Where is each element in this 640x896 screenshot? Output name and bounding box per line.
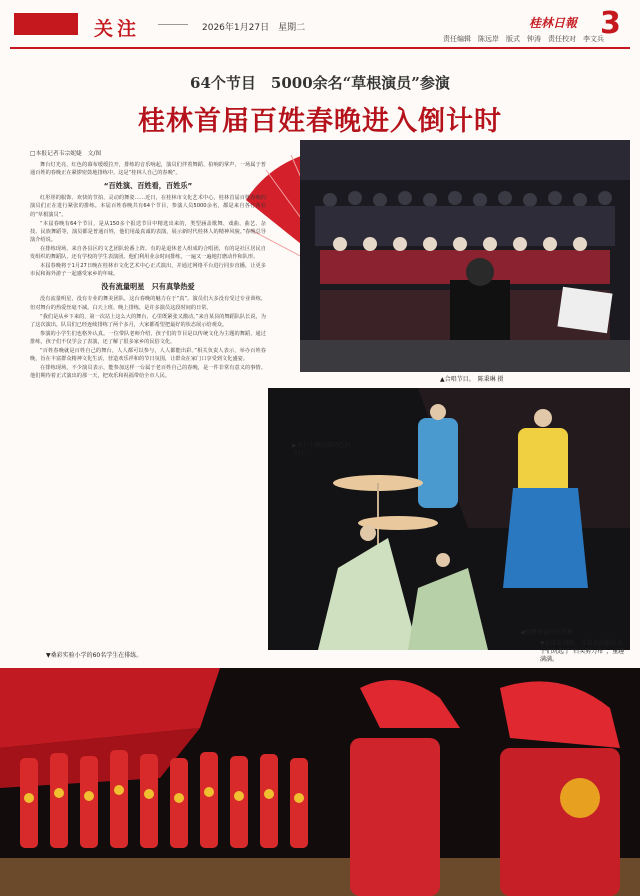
article-paragraph: 在排练现场，不少演员表示，能参加这样一台属于老百姓自己的春晚，是一件非常有意义的事情。他们期待着正式演出的那一天，把欢乐和祝福带给全市人民。 (30, 365, 266, 380)
newspaper-logo: 桂林日報 (529, 16, 578, 30)
issue-date: 2026年1月27日 星期二 (202, 23, 306, 33)
article-paragraph: “本届春晚有64个节目，是从150多个报送节目中精选出来的，类型涵盖歌舞、戏曲、曲艺、杂技、民族舞蹈等，演员都是普通百姓，他们用最真诚的表演，展示新时代桂林人的精神风貌。”春晚总导演介绍说。 (30, 220, 266, 243)
photo-caption: ▼桑彩实验小学的60名学生在排练。 (46, 652, 143, 659)
photo-caption: ◀桐娜多姿的中国舞。 (520, 629, 579, 636)
article-paragraph: 本届春晚将于1月27日晚在桂林市文化艺术中心正式演出，并通过网络平台进行同步直播，让更多市民和海外游子一起感受家乡的年味。 (30, 263, 266, 278)
article-paragraph: “百姓春晚就是百姓自己的舞台，人人都可以参与，人人都能出彩。”相关负责人表示，举办百姓春晚，旨在丰富群众精神文化生活，营造欢乐祥和的节日氛围，让群众在家门口享受到文化盛宴。 (30, 347, 266, 363)
masthead (0, 0, 640, 46)
article-paragraph: 在排练现场，来自各县区的文艺团队轮番上阵。有的是退休老人组成的合唱团，有的是社区居民自发组织的舞蹈队，还有学校的学生表演团。他们利用业余时间排练，一遍又一遍地打磨动作和队形。 (30, 245, 266, 261)
article-byline: □本报记者韦宗妮婕 文/图 (30, 151, 102, 157)
section-color-block (14, 13, 78, 35)
photo-caption: ▶具有少数民族特色的节目。 (292, 442, 351, 457)
masthead-divider (158, 24, 188, 25)
photo-caption: ▼在排练间隙，身着表演服的孩子们玩起了“石头剪刀布”，童趣满满。 (540, 640, 625, 663)
section-title: 关注 (94, 18, 141, 40)
editor-credits: 责任编辑 陈远岸 版式 钟涛 责任校对 李文兵 (443, 35, 604, 43)
children-rehearsal-photo (0, 668, 640, 896)
choir-photo (300, 140, 630, 372)
article-body (30, 150, 266, 381)
article-intro: 舞台灯光亮、红色的幕布缓缓拉开，排练的音乐响起，演员们伴着舞蹈、拍响的掌声，一场属于普通百姓的春晚正在紧锣密鼓地排练中。这是“桂林人自己的春晚”。 (30, 162, 266, 177)
article-paragraph: “我们是从乡下来的，第一次站上这么大的舞台，心里既紧张又激动。”来自某县的舞蹈队队长说，为了这次演出，队员们已经连续排练了两个多月，大家都希望把最好的状态展示给观众。 (30, 313, 266, 328)
article-paragraph: 红彤彤的服饰、欢快的节拍、灵动的舞姿……近日，在桂林市文化艺术中心，桂林首届百姓春晚的演员们正在进行紧张的排练。本届百姓春晚共有64个节目，参演人员5000余名，都是来自各行各业的“草根演员”。 (30, 195, 266, 218)
masthead-rule (10, 47, 630, 49)
article-subhead-1: “百姓演、百姓看，百姓乐” (103, 181, 193, 191)
article-paragraph: 参演的小学生们也格外认真。一位带队老师介绍，孩子们的节目是以传统文化为主题的舞蹈，通过排练，孩子们不仅学会了表演，还了解了很多家乡的民俗文化。 (30, 330, 266, 345)
page-number: 3 (600, 6, 621, 41)
dance-photo (268, 388, 630, 650)
headline-kicker: 64个节目 5000余名“草根演员”参演 (190, 74, 450, 92)
photo-caption: ▲合唱节目。 陈秉琳 摄 (440, 376, 504, 383)
headline-title: 桂林首届百姓春晚进入倒计时 (138, 106, 502, 137)
article-subhead-2: 没有流量明星 只有真挚热爱 (101, 282, 195, 292)
article-paragraph: 没有流量明星，没有专业的舞美团队，这台春晚的魅力在于“真”。演员们大多没有受过专业训练，但对舞台的热爱丝毫不减。白天上班、晚上排练，是许多演员这段时间的日常。 (30, 296, 266, 311)
